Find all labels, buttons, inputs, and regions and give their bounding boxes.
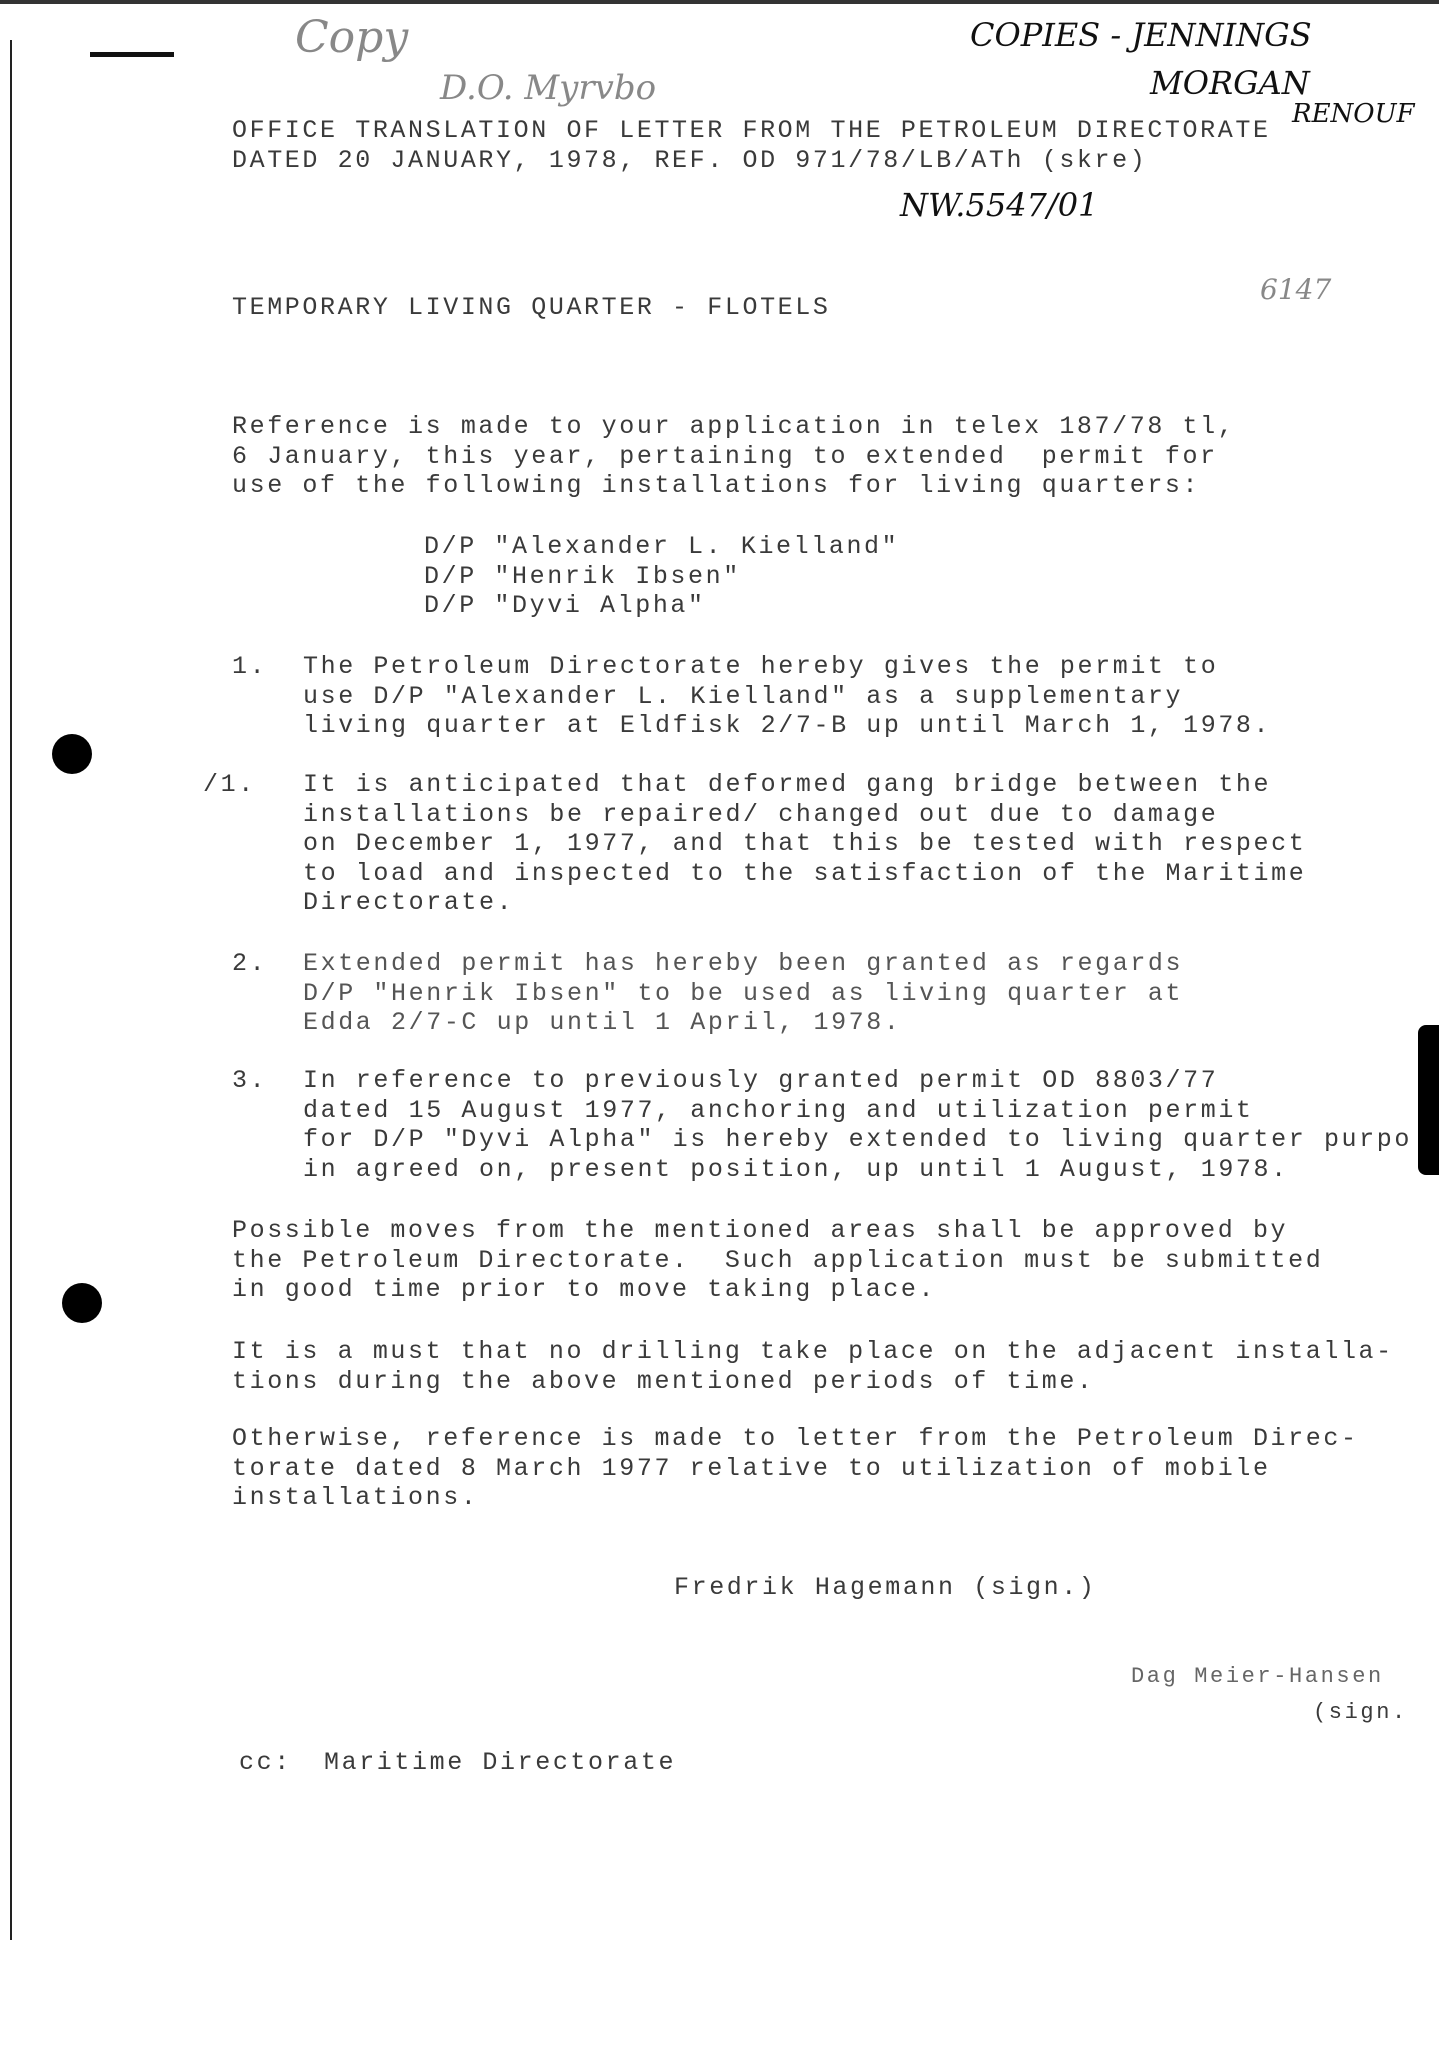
item-text <box>303 1066 1412 1184</box>
text-line: installations be repaired/ changed out due to damage <box>303 799 1219 829</box>
text-line: Edda 2/7-C up until 1 April, 1978. <box>303 1008 902 1037</box>
handwritten-note: MORGAN <box>1150 64 1310 102</box>
dash-mark <box>90 52 174 57</box>
left-edge-line <box>10 40 12 1940</box>
item-text <box>303 770 1306 918</box>
text-line: Directorate. <box>303 888 515 917</box>
text-line: in agreed on, present position, up until 1 August, 1978. <box>303 1154 1289 1184</box>
item-number: /1. <box>203 770 256 799</box>
text-line: to load and inspected to the satisfaction of the Maritime <box>303 858 1307 888</box>
handwritten-note: NW.5547/01 <box>900 186 1099 224</box>
text-line: the Petroleum Directorate. Such application must be submitted <box>232 1245 1324 1275</box>
text-line: In reference to previously granted permit OD 8803/77 <box>303 1066 1219 1095</box>
paragraph <box>232 1216 1323 1305</box>
text-line: Reference is made to your application in telex 187/78 tl, <box>232 412 1236 441</box>
handwritten-note: 6147 <box>1260 273 1332 306</box>
text-line: use D/P "Alexander L. Kielland" as a supplementary <box>303 681 1184 711</box>
signature-hagemann: Fredrik Hagemann (sign.) <box>674 1573 1097 1602</box>
item-text <box>303 949 1183 1038</box>
item-number: 3. <box>232 1066 268 1095</box>
text-line: dated 15 August 1977, anchoring and utilization permit <box>303 1095 1254 1125</box>
header-line: OFFICE TRANSLATION OF LETTER FROM THE PETROLEUM DIRECTORATE <box>232 116 1271 145</box>
text-line: D/P "Henrik Ibsen" to be used as living quarter at <box>303 978 1184 1008</box>
handwritten-note: Copy <box>295 12 409 63</box>
text-line: It is a must that no drilling take place on the adjacent installa- <box>232 1337 1394 1366</box>
text-line: tions during the above mentioned periods of time. <box>232 1366 1095 1396</box>
text-line: The Petroleum Directorate hereby gives the permit to <box>303 652 1219 681</box>
text-line: living quarter at Eldfisk 2/7-B up until March 1, 1978. <box>303 711 1272 740</box>
paragraph <box>232 1337 1394 1396</box>
list-item: D/P "Alexander L. Kielland" <box>424 532 900 561</box>
text-line: for D/P "Dyvi Alpha" is hereby extended to living quarter purpo <box>303 1125 1412 1154</box>
text-line: in good time prior to move taking place. <box>232 1275 937 1304</box>
text-line: Possible moves from the mentioned areas shall be approved by <box>232 1216 1289 1245</box>
text-line: on December 1, 1977, and that this be tested with respect <box>303 829 1307 858</box>
text-line: installations. <box>232 1483 479 1512</box>
handwritten-note: RENOUF <box>1292 99 1415 129</box>
item-number: 2. <box>232 949 268 978</box>
right-edge-mark <box>1418 1025 1439 1175</box>
text-line: torate dated 8 March 1977 relative to utilization of mobile <box>232 1453 1271 1483</box>
punch-hole-2 <box>62 1283 102 1323</box>
signature-meier-hansen-name: Dag Meier-Hansen <box>1131 1664 1384 1689</box>
text-line: Extended permit has hereby been granted as regards <box>303 949 1184 978</box>
intro-paragraph <box>232 412 1235 501</box>
subject-line: TEMPORARY LIVING QUARTER - FLOTELS <box>232 293 831 322</box>
top-edge-shadow <box>0 0 1439 4</box>
text-line: It is anticipated that deformed gang bridge between the <box>303 770 1272 799</box>
installations-list <box>424 532 899 621</box>
item-number: 1. <box>232 652 268 681</box>
text-line: use of the following installations for living quarters: <box>232 471 1201 500</box>
list-item: D/P "Dyvi Alpha" <box>424 591 706 620</box>
cc-label: cc: <box>239 1748 292 1777</box>
header-line: DATED 20 JANUARY, 1978, REF. OD 971/78/LB/ATh (skre) <box>232 145 1148 175</box>
list-item: D/P "Henrik Ibsen" <box>424 561 741 591</box>
handwritten-note: D.O. Myrvbo <box>440 68 657 108</box>
punch-hole-1 <box>52 734 92 774</box>
handwritten-note: COPIES - JENNINGS <box>970 16 1312 54</box>
document-header <box>232 116 1271 175</box>
text-line: Otherwise, reference is made to letter from the Petroleum Direc- <box>232 1424 1359 1453</box>
cc-value: Maritime Directorate <box>324 1748 677 1777</box>
text-line: 6 January, this year, pertaining to extended permit for <box>232 441 1218 471</box>
signature-meier-hansen-sign: (sign. <box>1313 1700 1408 1725</box>
item-text <box>303 652 1271 741</box>
paragraph <box>232 1424 1359 1513</box>
